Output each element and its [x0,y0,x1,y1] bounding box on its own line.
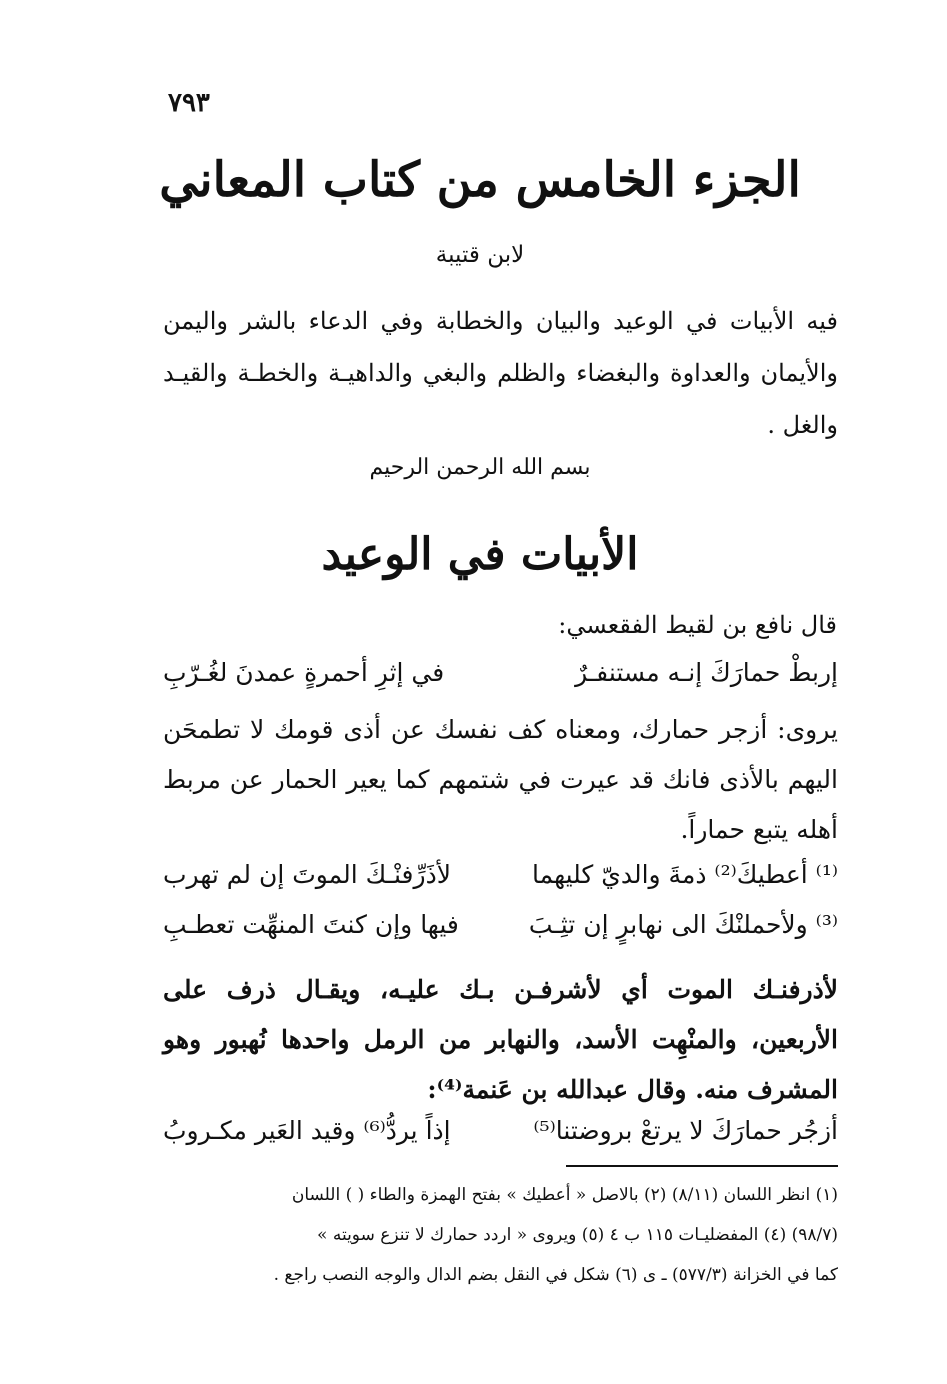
verse-2-second-hemistich: لأذَرِّفنْـكَ الموتَ إن لم تهرب [163,860,451,889]
verse-4-second-hemistich: إذاً يردُّ⁽⁶⁾ وقيد العَير مكـروبُ [163,1116,451,1145]
verse-3-first-hemistich: ⁽³⁾ ولأحملنْكَ الى نهابرٍ إن تثِـبَ [528,910,838,939]
verse-1 [163,650,838,696]
verse-4-first-hemistich: أزجُر حمارَكَ لا يرتعْ بروضتنا⁽⁵⁾ [533,1116,838,1145]
verse-1-first-hemistich: إربطْ حمارَكَ إنـه مستنفـرٌ [575,658,838,687]
verse-1-second-hemistich: في إثرِ أحمرةٍ عمدنَ لغُـرّبِ [163,658,445,687]
verse-3 [163,902,838,948]
commentary-paragraph-2: لأذرفنـك الموت أي لأشرفـن بـك عليـه، ويقـال ذرف على الأربعين، والمنْهِت الأسد، والنهابر من الرمل واحدها نُهبور وهو المشرف منه. وقال عبدالله بن عَنمة⁽⁴⁾: [163,975,838,1104]
verse-4 [163,1108,838,1154]
verse-3-second-hemistich: فيها وإن كنتَ المنهِّت تعطـبِ [163,910,459,939]
poet-attribution: قال نافع بن لقيط الفقعسي: [558,611,837,639]
intro-paragraph: فيه الأبيات في الوعيد والبيان والخطابة وفي الدعاء بالشر واليمن والأيمان والعداوة والبغضاء والظلم والبغي والداهيـة والخطـة والقيـد والغل . [163,307,838,439]
page-number: ٧٩٣ [168,88,210,118]
footnote-divider [566,1165,838,1167]
verse-2-first-hemistich: ⁽¹⁾ أعطيكَ⁽²⁾ ذمةَ والديّ كليهما [532,860,838,889]
basmala: بسم الله الرحمن الرحيم [369,455,591,480]
commentary-paragraph-1: يروى: أزجر حمارك، ومعناه كف نفسك عن أذى قومك لا تطمحَن اليهم بالأذى فانك قد عيرت في شتمهم كما يعير الحمار عن مربط أهله يتبع حماراً. [163,715,838,844]
footnote-line: (١) انظر اللسان (٨/١١) (٢) بالاصل « أعطيك » بفتح الهمزة والطاء ( ) اللسان [291,1185,838,1205]
footnote-line: كما في الخزانة (٥٧٧/٣) ـ ى (٦) شكل في النقل بضم الدال والوجه النصب راجع . [273,1265,838,1285]
section-title: الأبيات في الوعيد [321,529,639,580]
footnotes [163,1175,838,1295]
verse-2 [163,852,838,898]
footnote-line: (٩٨/٧) (٤) المفضليـات ١١٥ ب ٤ (٥) ويروى « اردد حمارك لا تنزع سويته » [317,1225,838,1245]
page-title: الجزء الخامس من كتاب المعاني [159,152,801,208]
author-line: لابن قتيبة [435,242,525,268]
